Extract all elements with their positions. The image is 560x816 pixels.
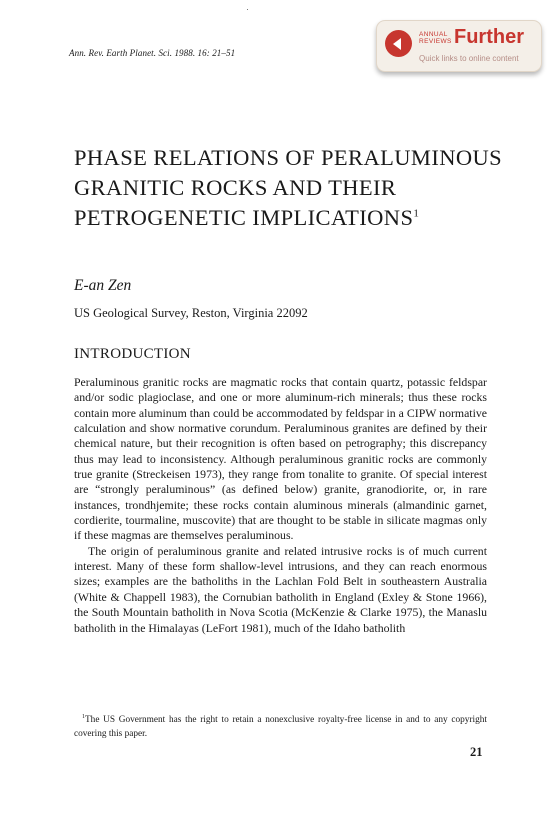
further-subtitle: Quick links to online content — [419, 54, 519, 63]
author-affiliation: US Geological Survey, Reston, Virginia 22092 — [74, 306, 308, 320]
further-word: Further — [454, 26, 524, 48]
article-title-text: PHASE RELATIONS OF PERALUMINOUS GRANITIC ROCKS AND THEIR PETROGENETIC IMPLICATIONS — [74, 145, 503, 230]
further-brand-line2: REVIEWS — [419, 38, 452, 45]
further-badge[interactable] — [376, 20, 542, 72]
further-brand-line1: ANNUAL — [419, 31, 448, 38]
author-name: E-an Zen — [74, 277, 132, 294]
article-title — [74, 143, 514, 233]
footnote-text: The US Government has the right to retain a nonexclusive royalty-free license in and to any copyright covering this paper. — [74, 715, 487, 739]
scan-speck — [247, 9, 248, 10]
title-footnote-marker[interactable]: 1 — [413, 207, 420, 220]
section-heading: INTRODUCTION — [74, 346, 191, 362]
footnote — [74, 711, 487, 741]
paragraph: The origin of peraluminous granite and related intrusive rocks is of much current interest. Many of these form shallow-level intrusions, and they can reach enormous sizes; examples are the batholiths in the Lachlan Fold Belt in southeastern Australia (White & Chappell 1983), the Cornubian batholith in England (Exley & Stone 1966), the South Mountain batholith in Nova Scotia (McKenzie & Clarke 1975), the Manaslu batholith in the Himalayas (LeFort 1981), much of the Idaho batholith — [74, 543, 487, 635]
journal-reference: Ann. Rev. Earth Planet. Sci. 1988. 16: 21–51 — [69, 48, 236, 58]
paragraph: Peraluminous granitic rocks are magmatic rocks that contain quartz, potassic feldspar and/or sodic plagioclase, and one or more aluminum-rich minerals; thus these rocks contain more aluminum than could be accommodated by feldspar in a CIPW normative calculation and show normative corundum. Peraluminous granites are defined by their chemical nature, but their recognition is often based on petrography; this discrepancy thus may lead to inconsistency. Although peraluminous granitic rocks are commonly true granite (Streckeisen 1973), they range from tonalite to granite. Of special interest are “strongly peraluminous” (as defined below) granite, granodiorite, or, in rare instances, trondhjemite; these rocks contain aluminous minerals (almandinic garnet, cordierite, tourmaline, muscovite) that are thought to be stable in silicate magmas only if these magmas are themselves peraluminous. — [74, 375, 487, 543]
annual-reviews-logo-icon — [385, 30, 412, 57]
body-text — [74, 375, 487, 636]
page-number: 21 — [470, 745, 483, 759]
footnote-marker: 1 — [82, 714, 85, 720]
